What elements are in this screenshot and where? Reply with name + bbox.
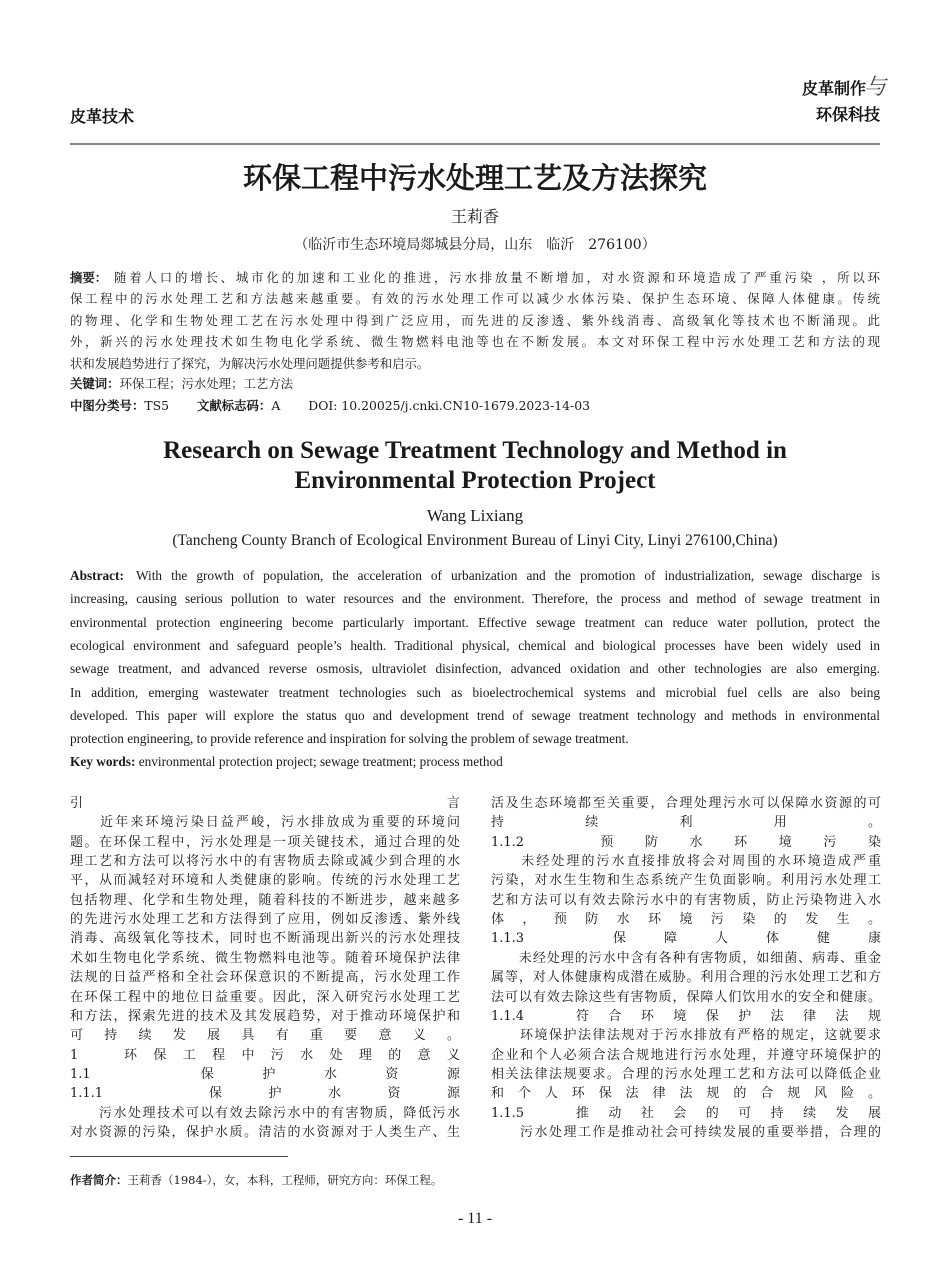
affiliation-en: (Tancheng County Branch of Ecological Environment Bureau of Linyi City, Linyi 276100,China)	[172, 532, 778, 549]
body-text-line: 未经处理的污水中含有各种有害物质，如细菌、病毒、重金	[491, 950, 881, 966]
author-bio	[70, 1172, 442, 1188]
body-text-line: 包括物理、化学和生物处理，随着科技的不断进步，越来越多	[70, 892, 460, 908]
body-text-line: 理工艺和方法可以将污水中的有害物质去除或减少到合理的水	[70, 854, 460, 870]
clc-value: TS5	[144, 398, 169, 413]
body-text-line: 法可以有效去除这些有害物质，保障人们饮用水的安全和健康。	[491, 989, 881, 1005]
body-text-line: 近年来环境污染日益严峻，污水排放成为重要的环境问	[70, 815, 460, 831]
intro-heading: 引 言	[70, 796, 460, 811]
title-en	[0, 436, 950, 496]
body-text-line: 持续利用。	[491, 815, 881, 831]
subsection-heading: 1.1.1 保护水资源	[70, 1086, 460, 1102]
footnote-rule	[70, 1156, 288, 1157]
author-bio-label: 作者简介：	[70, 1173, 128, 1187]
page-number: - 11 -	[457, 1210, 493, 1227]
journal-section-label: 皮革技术	[70, 107, 135, 126]
abstract-en-line: sewage treatment, and advanced reverse osmosis, ultraviolet disinfection, advanced oxidation and other technologies are also emerging.	[70, 661, 880, 677]
keywords-en	[70, 754, 503, 770]
abstract-en-line: protection engineering, to provide reference and inspiration for solving the problem of sewage treatment.	[70, 731, 629, 747]
keywords-en-value: environmental protection project; sewage treatment; process method	[138, 754, 503, 769]
keywords-cn-label: 关键词：	[70, 376, 120, 391]
title-cn: 环保工程中污水处理工艺及方法探究	[242, 161, 707, 195]
title-en-line: Research on Sewage Treatment Technology and Method in	[163, 437, 787, 464]
body-text-line: 活及生态环境都至关重要，合理处理污水可以保障水资源的可	[491, 796, 881, 811]
body-text-line: 体，预防水环境污染的发生。	[491, 912, 881, 928]
doi: DOI: 10.20025/j.cnki.CN10-1679.2023-14-03	[308, 398, 590, 413]
body-text-line: 和方法，探索先进的技术及其发展趋势，对于推动环境保护和	[70, 1008, 460, 1024]
body-text-line: 术如生物电化学系统、微生物燃料电池等。随着环境保护法律	[70, 950, 460, 966]
abstract-cn-line: 外，新兴的污水处理技术如生物电化学系统、微生物燃料电池等也在不断发展。本文对环保工程中污水处理工艺和方法的现	[70, 334, 880, 350]
abstract-en-line: environmental protection engineering become particularly important. Effective sewage treatment can reduce water pollution, protect the	[70, 614, 880, 630]
abstract-en-line: developed. This paper will explore the status quo and development trend of sewage treatment technology and methods in environmental	[70, 707, 880, 723]
clc-label: 中图分类号：	[70, 398, 145, 413]
keywords-cn-value: 环保工程；污水处理；工艺方法	[119, 376, 294, 391]
abstract-en-line: increasing, causing serious pollution to water resources and the environment. Therefore, the process and method of sewage treatment in	[70, 591, 880, 607]
body-text-line: 相关法律法规要求。合理的污水处理工艺和方法可以降低企业	[491, 1066, 881, 1082]
body-text-line: 在环保工程中的地位日益重要。因此，深入研究污水处理工艺	[70, 989, 460, 1005]
body-text-line: 的先进污水处理工艺和方法得到了应用，例如反渗透、紫外线	[70, 912, 460, 928]
body-text-line: 环境保护法律法规对于污水排放有严格的规定，这就要求	[491, 1028, 881, 1044]
subsection-heading: 1.1.2 预防水环境污染	[491, 834, 881, 850]
abstract-en-line: ecological environment and safeguard people’s health. Traditional physical, chemical and biological processes have been widely used in	[70, 637, 880, 653]
subsection-heading: 1.1.3 保障人体健康	[491, 931, 881, 947]
author-cn: 王莉香	[450, 207, 499, 226]
body-text-line: 可持续发展具有重要意义。	[70, 1028, 460, 1044]
body-text-line: 企业和个人必须合法合规地进行污水处理，并遵守环境保护的	[491, 1047, 881, 1063]
body-text-line: 污水处理技术可以有效去除污水中的有害物质，降低污水	[70, 1105, 460, 1121]
body-text-line: 艺和方法可以有效去除污水中的有害物质，防止污染物进入水	[491, 892, 881, 908]
journal-logo-icon: 与	[863, 75, 886, 100]
author-en: Wang Lixiang	[426, 506, 524, 525]
journal-name-top: 皮革制作	[801, 79, 866, 98]
body-text-line: 污染，对水生生物和生态系统产生负面影响。利用污水处理工	[491, 873, 881, 889]
header-rule	[70, 143, 880, 145]
subsection-heading: 1.1.4 符合环境保护法律法规	[491, 1008, 881, 1024]
classification-line	[70, 396, 590, 414]
body-text-line: 污水处理工作是推动社会可持续发展的重要举措，合理的	[491, 1124, 881, 1140]
abstract-cn-line: 状和发展趋势进行了探究，为解决污水处理问题提供参考和启示。	[70, 355, 430, 371]
section-heading: 1.1 保护水资源	[70, 1066, 460, 1082]
section-heading: 1 环保工程中污水处理的意义	[70, 1047, 460, 1063]
abstract-cn-line: 随着人口的增长、城市化的加速和工业化的推进，污水排放量不断增加，对水资源和环境造成了严重污染 ，所以环	[114, 270, 880, 285]
doc-code-label: 文献标志码：	[196, 398, 272, 413]
body-text-line: 和个人环保法律法规的合规风险。	[491, 1086, 881, 1102]
body-text-line: 未经处理的污水直接排放将会对周围的水环境造成严重	[491, 854, 881, 870]
doc-code-value: A	[271, 398, 281, 413]
keywords-en-label: Key words:	[70, 754, 136, 769]
subsection-heading: 1.1.5 推动社会的可持续发展	[491, 1105, 881, 1121]
abstract-en-line: With the growth of population, the acceleration of urbanization and the promotion of industrialization, sewage discharge is	[136, 568, 880, 583]
abstract-en-label: Abstract:	[70, 568, 124, 583]
abstract-cn-line: 的物理、化学和生物处理工艺在污水处理中得到广泛应用，而先进的反渗透、紫外线消毒、高级氧化等技术也不断涌现。此	[70, 312, 880, 328]
body-text-line: 题。在环保工程中，污水处理是一项关键技术，通过合理的处	[70, 834, 460, 850]
affiliation-cn: （临沂市生态环境局郯城县分局，山东 临沂 276100）	[294, 237, 656, 253]
title-en-line: Environmental Protection Project	[294, 467, 656, 494]
author-bio-value: 王莉香（1984-），女，本科，工程师，研究方向：环保工程。	[127, 1173, 443, 1187]
body-text-line: 属等，对人体健康构成潜在威胁。利用合理的污水处理工艺和方	[491, 970, 881, 986]
abstract-en-line: In addition, emerging wastewater treatment technologies such as bioelectrochemical systems and microbial fuel cells are also being	[70, 684, 880, 700]
body-text-line: 对水资源的污染，保护水质。清洁的水资源对于人类生产、生	[70, 1124, 460, 1140]
abstract-cn-label: 摘要：	[70, 270, 108, 285]
keywords-cn	[70, 374, 293, 392]
abstract-cn-line: 保工程中的污水处理工艺和方法越来越重要。有效的污水处理工作可以减少水体污染、保护生态环境、保障人体健康。传统	[70, 291, 880, 307]
body-text-line: 平，从而减轻对环境和人类健康的影响。传统的污水处理工艺	[70, 873, 460, 889]
journal-name-bottom: 环保科技	[815, 105, 880, 124]
body-text-line: 法规的日益严格和全社会环保意识的不断提高，污水处理工作	[70, 970, 460, 986]
body-text-line: 消毒、高级氧化等技术，同时也不断涌现出新兴的污水处理技	[70, 931, 460, 947]
